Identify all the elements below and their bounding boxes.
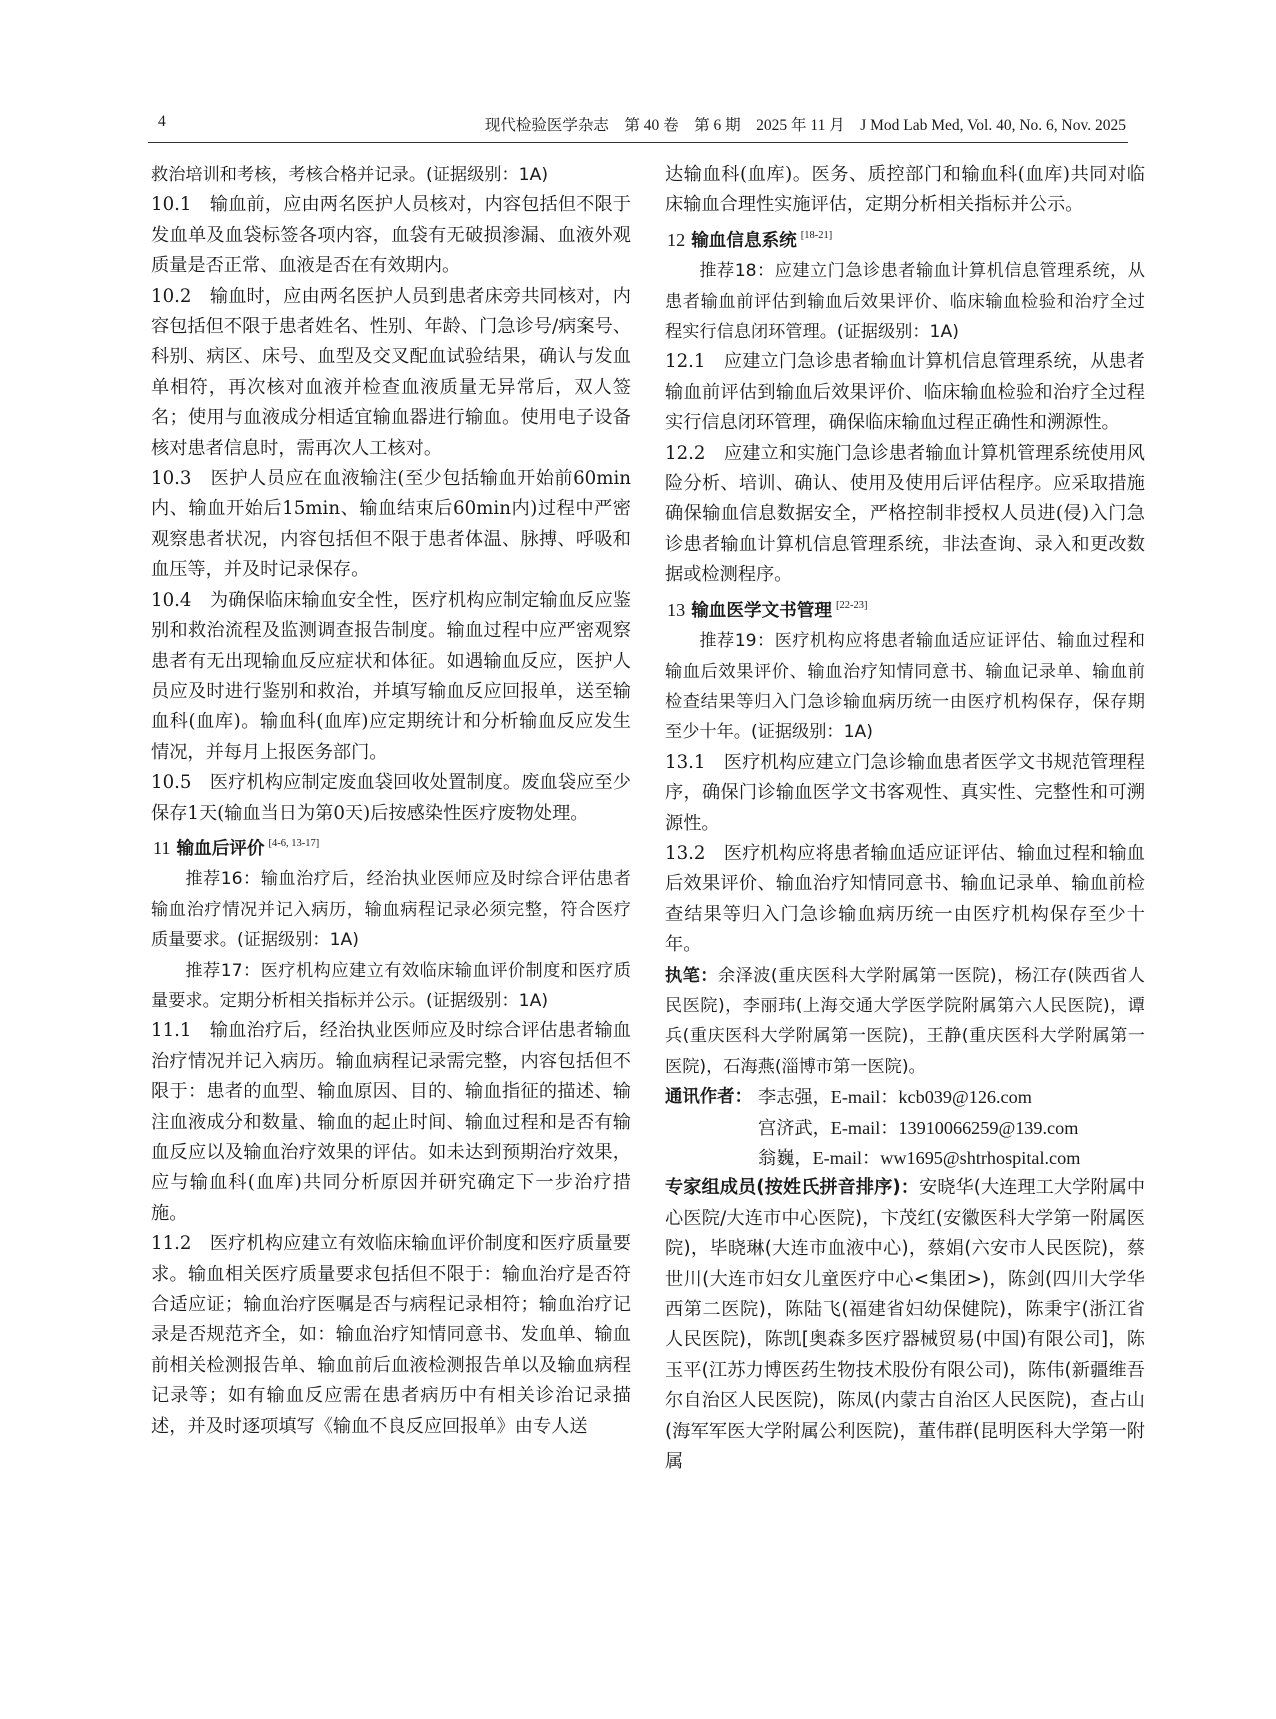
section-heading-11	[151, 829, 631, 864]
paragraph-10-4: 10.4 为确保临床输血安全性，医疗机构应制定输血反应鉴别和救治流程及监测调查报告制度。输血过程中应严密观察患者有无出现输血反应症状和体征。如遇输血反应，医护人员应及时进行鉴别和救治，并填写输血反应回报单，送至输血科(血库)。输血科(血库)应定期统计和分析输血反应发生情况，并每月上报医务部门。	[151, 589, 631, 763]
authors-list: 余泽波(重庆医科大学附属第一医院)，杨江存(陕西省人民医院)，李丽玮(上海交通大学医学院附属第六人民医院)，谭兵(重庆医科大学附属第一医院)，王静(重庆医科大学附属第一医院)，石海燕(淄博市第一医院)。	[665, 965, 1145, 1077]
section-heading-13	[665, 591, 1145, 626]
paragraph-10-3: 10.3 医护人员应在血液输注(至少包括输血开始前60min内、输血开始后15min、输血结束后60min内)过程中严密观察患者状况，内容包括但不限于患者体温、脉搏、呼吸和血压等，并及时记录保存。	[151, 468, 631, 581]
paragraph-13-2: 13.2 医疗机构应将患者输血适应证评估、输血过程和输血后效果评价、输血治疗知情同意书、输血记录单、输血前检查结果等归入门急诊输血病历统一由医疗机构保存至少十年。	[665, 842, 1145, 956]
experts-block	[665, 1173, 1145, 1477]
section-number: 12	[667, 229, 686, 250]
section-number: 11	[153, 837, 171, 858]
recommendation-17: 推荐17：医疗机构应建立有效临床输血评价制度和医疗质量要求。定期分析相关指标并公示。(证据级别：1A)	[151, 960, 631, 1011]
section-number: 13	[667, 599, 686, 620]
running-header	[148, 108, 1128, 143]
paragraph: 救治培训和考核，考核合格并记录。(证据级别：1A)	[151, 165, 549, 185]
section-title: 输血后评价	[176, 838, 265, 859]
corresponding-label: 通讯作者：	[665, 1087, 752, 1108]
corresponding-author-row	[665, 1082, 1145, 1112]
authors-label: 执笔：	[665, 965, 718, 986]
section-heading-12	[665, 221, 1145, 256]
reference-marker: [18-21]	[800, 229, 833, 241]
corresponding-author: 翁巍，E-mail：ww1695@shtrhospital.com	[758, 1148, 1081, 1168]
corresponding-author: 宫济武，E-mail：13910066259@139.com	[758, 1117, 1079, 1138]
corresponding-label-spacer	[665, 1143, 758, 1173]
reference-marker: [4-6, 13-17]	[268, 837, 320, 849]
paragraph-10-1: 10.1 输血前，应由两名医护人员核对，内容包括但不限于发血单及血袋标签各项内容，血袋有无破损渗漏、血液外观质量是否正常、血液是否在有效期内。	[151, 194, 631, 277]
left-column	[151, 160, 631, 1442]
right-column	[665, 160, 1145, 1477]
paragraph-11-2: 11.2 医疗机构应建立有效临床输血评价制度和医疗质量要求。输血相关医疗质量要求包括但不限于：输血治疗是否符合适应证；输血治疗医嘱是否与病程记录相符；输血治疗记录是否规范齐全，如：输血治疗知情同意书、发血单、输血前相关检测报告单、输血前后血液检测报告单以及输血病程记录等；如有输血反应需在患者病历中有相关诊治记录描述，并及时逐项填写《输血不良反应回报单》由专人送	[151, 1233, 631, 1437]
section-title: 输血医学文书管理	[691, 600, 832, 621]
authors-block	[665, 961, 1145, 1083]
corresponding-label-spacer	[665, 1113, 758, 1143]
corresponding-author-row	[665, 1143, 1145, 1173]
section-title: 输血信息系统	[691, 230, 797, 251]
reference-marker: [22-23]	[835, 599, 868, 611]
page-number: 4	[158, 113, 166, 130]
paragraph-11-1: 11.1 输血治疗后，经治执业医师应及时综合评估患者输血治疗情况并记入病历。输血病程记录需完整，内容包括但不限于：患者的血型、输血原因、目的、输血指征的描述、输注血液成分和数量、输血的起止时间、输血过程和是否有输血反应以及输血治疗效果的评估。如未达到预期治疗效果，应与输血科(血库)共同分析原因并研究确定下一步治疗措施。	[151, 1020, 631, 1224]
experts-list: 安晓华(大连理工大学附属中心医院/大连市中心医院)，卞茂红(安徽医科大学第一附属医院)，毕晓琳(大连市血液中心)，蔡娟(六安市人民医院)，蔡世川(大连市妇女儿童医疗中心<集团>)，陈剑(四川大学华西第二医院)，陈陆飞(福建省妇幼保健院)，陈秉宇(浙江省人民医院)，陈凯[奥森多医疗器械贸易(中国)有限公司]，陈玉平(江苏力博医药生物技术股份有限公司)，陈伟(新疆维吾尔自治区人民医院)，陈凤(内蒙古自治区人民医院)，查占山(海军军医大学附属公利医院)，董伟群(昆明医科大学第一附属	[665, 1177, 1146, 1473]
paragraph-12-1: 12.1 应建立门急诊患者输血计算机信息管理系统，从患者输血前评估到输血后效果评价、临床输血检验和治疗全过程实行信息闭环管理，确保临床输血过程正确性和溯源性。	[665, 351, 1145, 434]
paragraph-13-1: 13.1 医疗机构应建立门急诊输血患者医学文书规范管理程序，确保门诊输血医学文书客观性、真实性、完整性和可溯源性。	[665, 751, 1145, 834]
corresponding-author-row	[665, 1113, 1145, 1143]
recommendation-18: 推荐18：应建立门急诊患者输血计算机信息管理系统，从患者输血前评估到输血后效果评价、临床输血检验和治疗全过程实行信息闭环管理。(证据级别：1A)	[665, 261, 1145, 343]
recommendation-16: 推荐16：输血治疗后，经治执业医师应及时综合评估患者输血治疗情况并记入病历，输血病程记录必须完整，符合医疗质量要求。(证据级别：1A)	[151, 869, 631, 951]
paragraph-10-5: 10.5 医疗机构应制定废血袋回收处置制度。废血袋应至少保存1天(输血当日为第0天)后按感染性医疗废物处理。	[151, 772, 631, 824]
paragraph: 达输血科(血库)。医务、质控部门和输血科(血库)共同对临床输血合理性实施评估，定期分析相关指标并公示。	[665, 164, 1145, 216]
experts-label: 专家组成员(按姓氏拼音排序)：	[665, 1177, 919, 1199]
paragraph-10-2: 10.2 输血时，应由两名医护人员到患者床旁共同核对，内容包括但不限于患者姓名、性别、年龄、门急诊号/病案号、科别、病区、床号、血型及交叉配血试验结果，确认与发血单相符，再次核对血液并检查血液质量无异常后，双人签名；使用与血液成分相适宜输血器进行输血。使用电子设备核对患者信息时，需再次人工核对。	[151, 285, 631, 459]
recommendation-19: 推荐19：医疗机构应将患者输血适应证评估、输血过程和输血后效果评价、输血治疗知情同意书、输血记录单、输血前检查结果等归入门急诊输血病历统一由医疗机构保存，保存期至少十年。(证据级别：1A)	[665, 631, 1145, 743]
journal-citation: 现代检验医学杂志 第 40 卷 第 6 期 2025 年 11 月 J Mod Lab Med, Vol. 40, No. 6, Nov. 2025	[484, 117, 1126, 134]
corresponding-author: 李志强，E-mail：kcb039@126.com	[758, 1087, 1032, 1108]
paragraph-12-2: 12.2 应建立和实施门急诊患者输血计算机管理系统使用风险分析、培训、确认、使用及使用后评估程序。应采取措施确保输血信息数据安全，严格控制非授权人员进(侵)入门急诊患者输血计算机信息管理系统，非法查询、录入和更改数据或检测程序。	[665, 442, 1145, 586]
